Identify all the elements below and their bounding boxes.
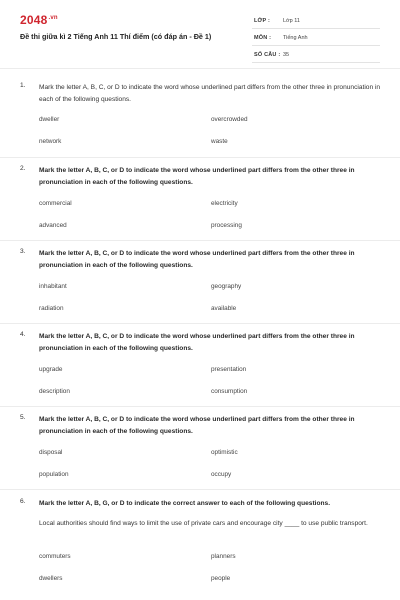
meta-row-subject [252,31,380,46]
option-b[interactable]: electricity [211,200,238,207]
question-prompt: Mark the letter A, B, C, or D to indicate the word whose underlined part differs from the other three in pronunciation in each of the following questions. [39,250,355,269]
site-logo-text: 2048 [20,13,48,27]
question-divider [0,406,400,407]
option-b[interactable]: geography [211,283,242,290]
option-d[interactable]: people [211,575,231,582]
site-logo[interactable] [20,13,58,27]
question-divider [0,240,400,241]
question-divider [0,157,400,158]
question-number: 6. [20,498,26,505]
option-d[interactable]: consumption [211,388,248,395]
question-number: 3. [20,248,26,255]
meta-row-class [252,14,380,29]
page-header [0,0,400,64]
option-c[interactable]: advanced [39,222,67,229]
option-a[interactable]: dweller [39,116,60,123]
meta-label-subject: MÔN : [254,35,272,41]
option-d[interactable]: occupy [211,471,232,478]
exam-meta-panel [252,14,380,63]
option-d[interactable]: processing [211,222,242,229]
option-b[interactable]: planners [211,553,236,560]
document-title: Đề thi giữa kì 2 Tiếng Anh 11 Thí điểm (có đáp án - Đề 1) [20,32,212,41]
header-divider [0,68,400,69]
question-prompt: Mark the letter A, B, C, or D to indicate the word whose underlined part differs from the other three in pronunciation in each of the following questions. [39,333,355,352]
option-d[interactable]: waste [211,138,228,145]
option-c[interactable]: dwellers [39,575,63,582]
meta-label-class: LỚP : [254,18,270,24]
option-a[interactable]: commercial [39,200,72,207]
question-number: 2. [20,165,26,172]
question-number: 5. [20,414,26,421]
option-a[interactable]: inhabitant [39,283,67,290]
option-c[interactable]: population [39,471,69,478]
question-prompt: Mark the letter A, B, C, or D to indicate the word whose underlined part differs from the other three in pronunciation in each of the following questions. [39,84,381,103]
question-divider [0,489,400,490]
question-divider [0,323,400,324]
option-c[interactable]: radiation [39,305,64,312]
option-a[interactable]: upgrade [39,366,63,373]
question-number: 1. [20,82,26,89]
meta-row-question-count [252,48,380,63]
question-number: 4. [20,331,26,338]
question-sentence: Local authorities should find ways to limit the use of private cars and encourage city ____ to use public transport. [39,520,368,527]
option-a[interactable]: disposal [39,449,63,456]
option-b[interactable]: presentation [211,366,247,373]
site-logo-suffix: .vn [48,15,58,21]
meta-value-class: Lớp 11 [283,18,300,24]
question-prompt: Mark the letter A, B, C, or D to indicate the word whose underlined part differs from the other three in pronunciation in each of the following questions. [39,167,355,186]
question-prompt: Mark the letter A, B, C, or D to indicate the word whose underlined part differs from the other three in pronunciation in each of the following questions. [39,416,355,435]
option-c[interactable]: description [39,388,70,395]
option-b[interactable]: overcrowded [211,116,248,123]
option-d[interactable]: available [211,305,237,312]
option-b[interactable]: optimistic [211,449,238,456]
option-a[interactable]: commuters [39,553,71,560]
meta-value-subject: Tiếng Anh [283,35,308,41]
question-prompt: Mark the letter A, B, G, or D to indicate the correct answer to each of the following questions. [39,500,331,507]
meta-value-question-count: 35 [283,52,290,58]
meta-label-question-count: SỐ CÂU : [254,52,281,58]
option-c[interactable]: network [39,138,62,145]
